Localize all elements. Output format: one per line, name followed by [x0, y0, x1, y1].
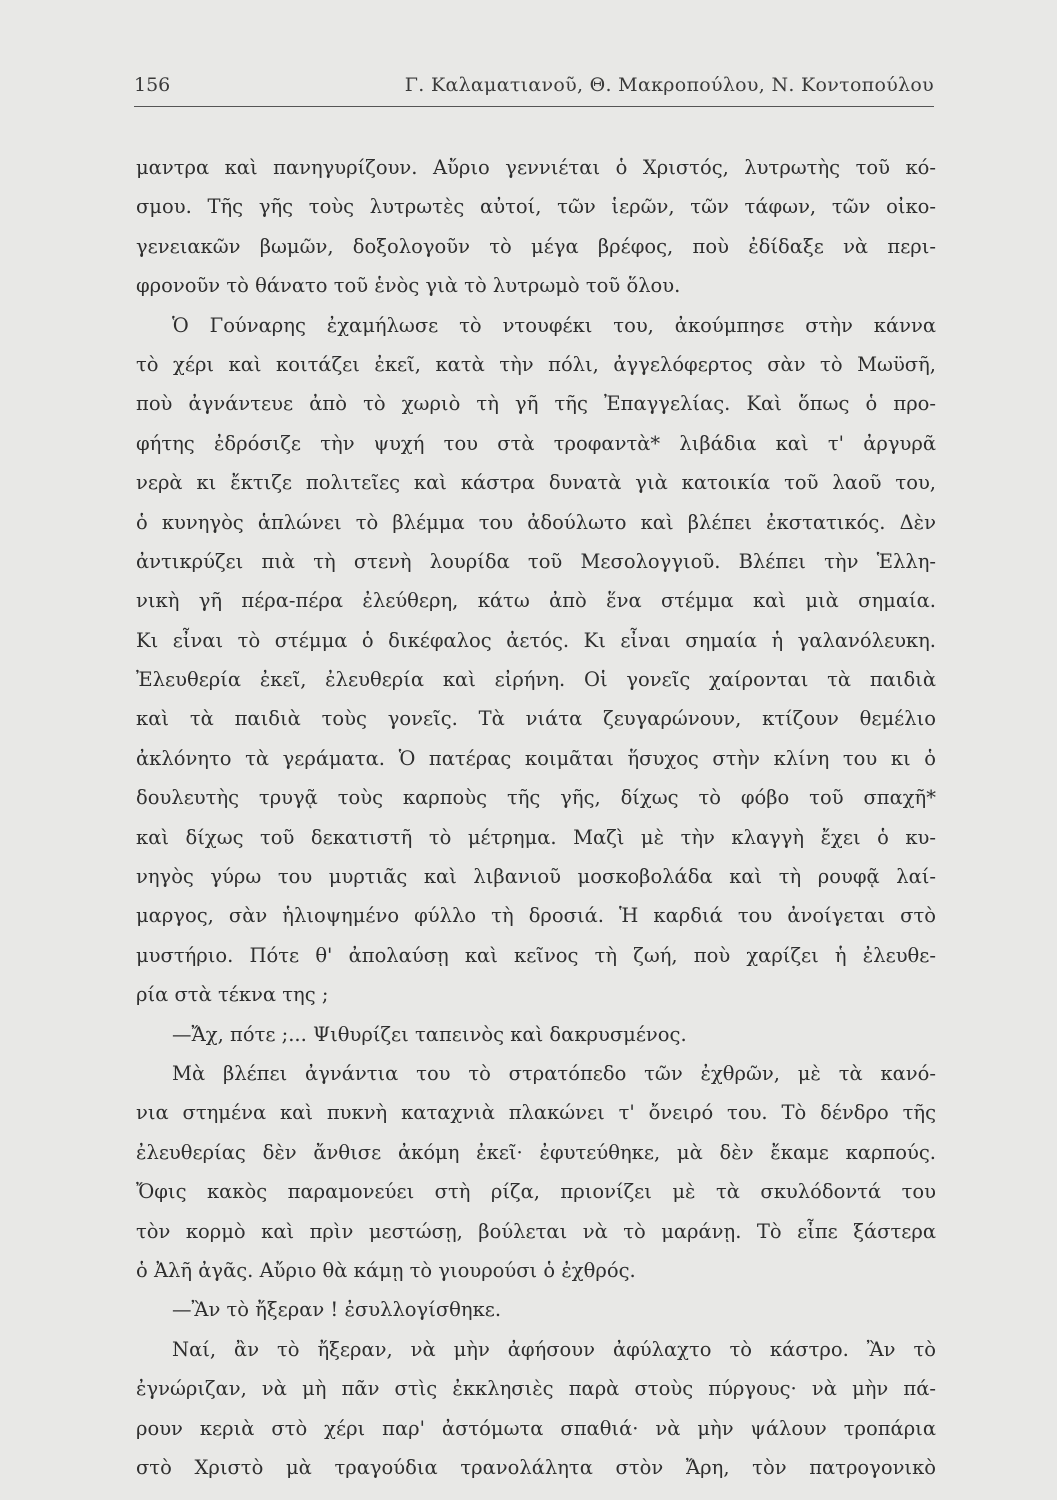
text-line: ρία στὰ τέκνα της ;	[136, 983, 329, 1007]
body-text	[136, 148, 936, 1487]
text-line: νικὴ γῆ πέρα-πέρα ἐλεύθερη, κάτω ἀπὸ ἕνα στέμμα καὶ μιὰ σημαία.	[136, 589, 936, 613]
text-line: ποὺ ἀγνάντευε ἀπὸ τὸ χωριὸ τὴ γῆ τῆς Ἐπαγγελίας. Καὶ ὅπως ὁ προ-	[136, 392, 936, 416]
header-rule	[134, 106, 934, 107]
text-line: φήτης ἐδρόσιζε τὴν ψυχή του στὰ τροφαντὰ* λιβάδια καὶ τ' ἀργυρᾶ	[136, 431, 936, 455]
text-line: Μὰ βλέπει ἀγνάντια του τὸ στρατόπεδο τῶν ἐχθρῶν, μὲ τὰ κανό-	[172, 1061, 936, 1085]
text-line: καὶ δίχως τοῦ δεκατιστῆ τὸ μέτρημα. Μαζὶ μὲ τὴν κλαγγὴ ἔχει ὁ κυ-	[136, 825, 936, 849]
text-line: ἀντικρύζει πιὰ τὴ στενὴ λουρίδα τοῦ Μεσολογγιοῦ. Βλέπει τὴν Ἑλλη-	[136, 549, 936, 573]
text-line: ὁ κυνηγὸς ἁπλώνει τὸ βλέμμα του ἀδούλωτο καὶ βλέπει ἐκστατικός. Δὲν	[136, 510, 936, 534]
text-line: Ἐλευθερία ἐκεῖ, ἐλευθερία καὶ εἰρήνη. Οἱ γονεῖς χαίρονται τὰ παιδιὰ	[136, 668, 936, 692]
text-line: —Ἂν τὸ ἤξεραν ! ἐσυλλογίσθηκε.	[172, 1298, 502, 1322]
text-line: Ναί, ἂν τὸ ἤξεραν, νὰ μὴν ἀφήσουν ἀφύλαχτο τὸ κάστρο. Ἂν τὸ	[172, 1337, 936, 1361]
text-line: νερὰ κι ἔκτιζε πολιτεῖες καὶ κάστρα δυνατὰ γιὰ κατοικία τοῦ λαοῦ του,	[136, 471, 936, 495]
text-line: Κι εἶναι τὸ στέμμα ὁ δικέφαλος ἀετός. Κι εἶναι σημαία ἡ γαλανόλευκη.	[136, 628, 936, 652]
text-line: ρουν κεριὰ στὸ χέρι παρ' ἀστόμωτα σπαθιά· νὰ μὴν ψάλουν τροπάρια	[136, 1416, 936, 1440]
text-line: νηγὸς γύρω του μυρτιᾶς καὶ λιβανιοῦ μοσκοβολάδα καὶ τὴ ρουφᾷ λαί-	[136, 865, 936, 889]
text-line: γενειακῶν βωμῶν, δοξολογοῦν τὸ μέγα βρέφος, ποὺ ἐδίδαξε νὰ περι-	[136, 234, 936, 258]
running-head-authors: Γ. Καλαματιανοῦ, Θ. Μακροπούλου, Ν. Κοντοπούλου	[404, 74, 934, 96]
text-line: στὸ Χριστὸ μὰ τραγούδια τρανολάλητα στὸν Ἄρη, τὸν πατρογονικὸ	[136, 1455, 936, 1479]
text-line: νια στημένα καὶ πυκνὴ καταχνιὰ πλακώνει τ' ὄνειρό του. Τὸ δένδρο τῆς	[136, 1101, 936, 1125]
text-line: τὸ χέρι καὶ κοιτάζει ἐκεῖ, κατὰ τὴν πόλι, ἀγγελόφερτος σὰν τὸ Μωϋσῆ,	[136, 352, 936, 376]
text-line: Ὁ Γούναρης ἐχαμήλωσε τὸ ντουφέκι του, ἀκούμπησε στὴν κάννα	[172, 313, 936, 337]
page-number: 156	[134, 74, 171, 96]
text-line: ἐλευθερίας δὲν ἄνθισε ἀκόμη ἐκεῖ· ἐφυτεύθηκε, μὰ δὲν ἔκαμε καρπούς.	[136, 1140, 936, 1164]
text-line: τὸν κορμὸ καὶ πρὶν μεστώσῃ, βούλεται νὰ τὸ μαράνῃ. Τὸ εἶπε ξάστερα	[136, 1219, 936, 1243]
text-line: ἐγνώριζαν, νὰ μὴ πᾶν στὶς ἐκκλησιὲς παρὰ στοὺς πύργους· νὰ μὴν πά-	[136, 1377, 936, 1401]
text-line: ἀκλόνητο τὰ γεράματα. Ὁ πατέρας κοιμᾶται ἥσυχος στὴν κλίνη του κι ὁ	[136, 746, 936, 770]
text-line: μαργος, σὰν ἡλιοψημένο φύλλο τὴ δροσιά. Ἡ καρδιά του ἀνοίγεται στὸ	[136, 904, 936, 928]
text-line: καὶ τὰ παιδιὰ τοὺς γονεῖς. Τὰ νιάτα ζευγαρώνουν, κτίζουν θεμέλιο	[136, 707, 936, 731]
text-line: σμου. Τῆς γῆς τοὺς λυτρωτὲς αὐτοί, τῶν ἱερῶν, τῶν τάφων, τῶν οἰκο-	[136, 195, 936, 219]
text-line: ὁ Ἀλῆ ἀγᾶς. Αὔριο θὰ κάμῃ τὸ γιουρούσι ὁ ἐχθρός.	[136, 1258, 636, 1282]
text-line: Ὄφις κακὸς παραμονεύει στὴ ρίζα, πριονίζει μὲ τὰ σκυλόδοντά του	[136, 1180, 936, 1204]
page-header	[134, 74, 934, 104]
text-line: φρονοῦν τὸ θάνατο τοῦ ἑνὸς γιὰ τὸ λυτρωμὸ τοῦ ὅλου.	[136, 274, 681, 298]
text-line: μαντρα καὶ πανηγυρίζουν. Αὔριο γεννιέται ὁ Χριστός, λυτρωτὴς τοῦ κό-	[136, 156, 936, 179]
text-line: —Ἄχ, πότε ;... Ψιθυρίζει ταπεινὸς καὶ δακρυσμένος.	[172, 1022, 687, 1046]
text-line: δουλευτὴς τρυγᾷ τοὺς καρποὺς τῆς γῆς, δίχως τὸ φόβο τοῦ σπαχῆ*	[136, 786, 936, 810]
text-line: μυστήριο. Πότε θ' ἀπολαύσῃ καὶ κεῖνος τὴ ζωή, ποὺ χαρίζει ἡ ἐλευθε-	[136, 943, 936, 967]
